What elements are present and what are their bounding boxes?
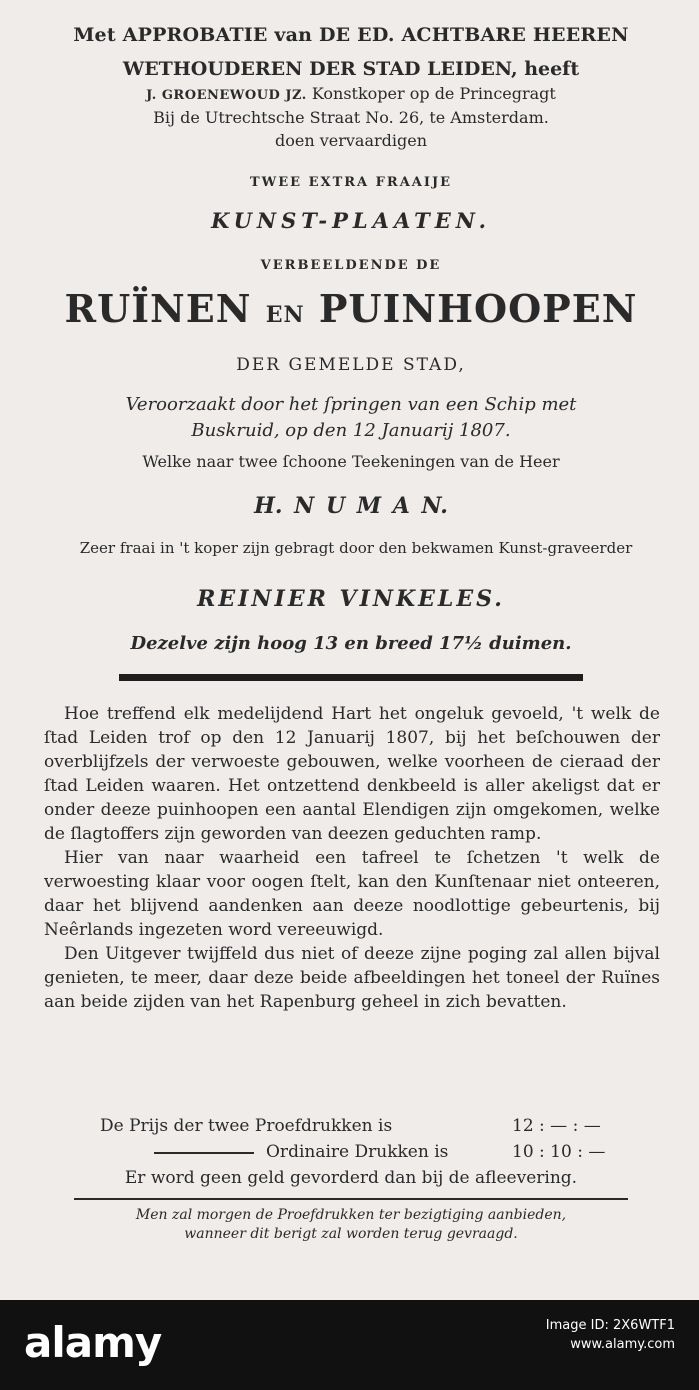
cause-line-2: Buskruid, op den 12 Januarij 1807. <box>191 420 511 441</box>
cause-text <box>34 392 668 444</box>
image-id: Image ID: 2X6WTF1 <box>545 1318 675 1333</box>
stock-banner <box>0 1300 699 1390</box>
title-big-en: EN <box>265 302 305 328</box>
artist-name: H. N U M A N. <box>254 493 448 519</box>
size-line: Dezelve zijn hoog 13 en breed 17½ duimen. <box>130 633 572 654</box>
address-line: Bij de Utrechtsche Straat No. 26, te Amsterdam. <box>153 108 549 127</box>
thick-divider <box>119 674 583 681</box>
footer-line-2: wanneer dit berigt zal worden terug gevraagd. <box>184 1226 518 1242</box>
ordinary-price-value: 10 : 10 : — <box>512 1142 606 1162</box>
ordinary-price-label: Ordinaire Drukken is <box>266 1142 449 1162</box>
title-city: DER GEMELDE STAD, <box>236 355 466 375</box>
body-paragraph-3: Den Uitgever twijffeld dus niet of deeze zijne poging zal allen bijval genieten, te meer, daar deze beide afbeeldingen het toneel der Ruïnes aan beide zijden van het Rapenburg geheel in zich bevatten. <box>44 944 660 1012</box>
alamy-logo: alamy <box>24 1318 162 1367</box>
body-paragraph-1: Hoe treffend elk medelijdend Hart het ongeluk gevoeld, 't welk de ſtad Leiden trof op den 12 Januarij 1807, bij het beſchouwen der overblijfzels der verwoeste gebouwen, welke voorheen de cieraad der ſtad Leiden waaren. Het ontzettend denkbeeld is aller akeligst dat er onder deeze puinhoopen een aantal Elendigen zijn omgekomen, welke de ſlagtoffers zijn geworden van deezen geduchten ramp. <box>44 704 660 844</box>
thin-divider <box>74 1198 628 1200</box>
commissioned-line: doen vervaardigen <box>274 131 428 150</box>
body-text <box>44 702 660 1014</box>
publisher-rest: Konstkoper op de Princegragt <box>306 84 556 103</box>
title-main: KUNST-PLAATEN. <box>211 208 491 233</box>
cause-line-1: Veroorzaakt door het ſpringen van een Schip met <box>125 394 577 415</box>
publisher-line <box>34 84 668 103</box>
engraved-line: Zeer fraai in 't koper zijn gebragt door den bekwamen Kunst-graveerder <box>79 539 633 557</box>
title-pre: TWEE EXTRA FRAAIJE <box>249 175 453 190</box>
stock-info <box>546 1316 675 1354</box>
footer-note <box>34 1206 668 1244</box>
approval-line: Met APPROBATIE van DE ED. ACHTBARE HEEREN <box>73 24 629 46</box>
title-sub: VERBEELDENDE DE <box>260 258 442 273</box>
aldermen-line: WETHOUDEREN DER STAD LEIDEN, heeft <box>122 58 580 80</box>
proof-price-value: 12 : — : — <box>512 1116 601 1136</box>
title-big-ruinen: RUÏNEN <box>64 286 252 331</box>
payment-note: Er word geen geld gevorderd dan bij de afleevering. <box>124 1168 578 1188</box>
footer-line-1: Men zal morgen de Proefdrukken ter bezigtiging aanbieden, <box>135 1207 567 1223</box>
title-big-puinhoopen: PUINHOOPEN <box>318 286 638 331</box>
title-big <box>34 286 668 331</box>
engraver-name: REINIER VINKELES. <box>197 586 505 612</box>
proof-price-label: De Prijs der twee Proefdrukken is <box>100 1116 393 1136</box>
price-dash-line <box>154 1152 254 1154</box>
drawings-line: Welke naar twee ſchoone Teekeningen van de Heer <box>142 452 560 471</box>
stock-site: www.alamy.com <box>570 1337 675 1352</box>
publisher-name: J. GROENEWOUD JZ. <box>146 88 307 103</box>
body-paragraph-2: Hier van naar waarheid een tafreel te ſchetzen 't welk de verwoesting klaar voor oogen ſtelt, kan den Kunſtenaar niet onteeren, daar het blijvend aandenken aan deeze noodlottige gebeurtenis, bij Neêrlands ingezeten word vereeuwigd. <box>44 848 660 940</box>
